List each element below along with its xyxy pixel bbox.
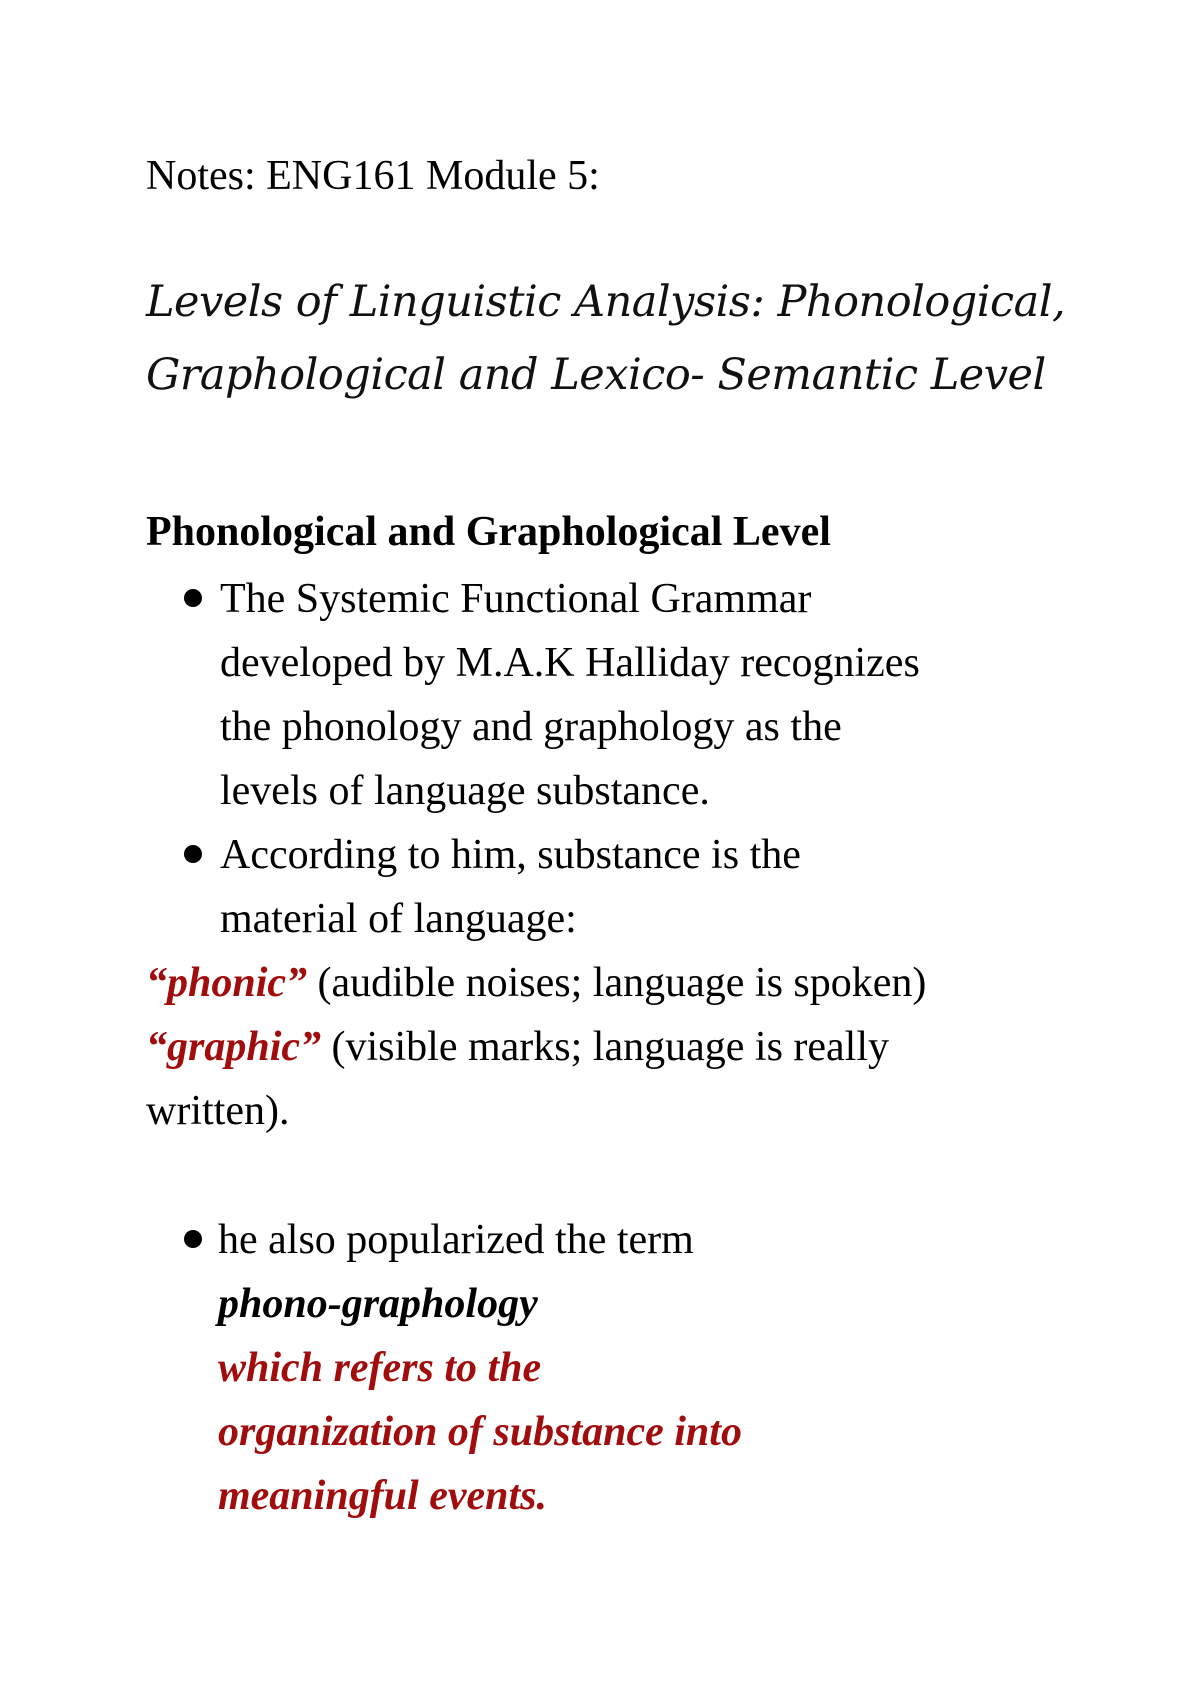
definition-graphic [146,1015,889,1079]
bullet-1-line-2: developed by M.A.K Halliday recognizes [220,640,920,686]
definition-phonic [146,951,926,1015]
definition-emphasis-2: organization of substance into [218,1409,742,1455]
bullet-2-line-2: material of language: [220,896,577,942]
bullet-dot-icon [184,589,202,607]
bullet-1-line-3: the phonology and graphology as the [220,704,842,750]
term-phono-graphology: phono-graphology [218,1281,538,1327]
bullet-2-line-1: According to him, substance is the [220,832,801,878]
graphic-description: (visible marks; language is really [321,1024,890,1070]
bullet-text-1 [220,567,1084,823]
bullet-item-3 [184,1208,1084,1528]
bullet-item-1 [184,567,1084,823]
bullet-dot-icon [184,845,202,863]
bullet-dot-icon [184,1230,202,1248]
bullet-item-2 [184,823,1084,951]
bullet-1-line-1: The Systemic Functional Grammar [220,576,812,622]
module-title-line-1: Levels of Linguistic Analysis: Phonological, [146,277,1066,327]
bullet-text-2 [220,823,1084,951]
bullet-3-line-1: he also popularized the term [218,1217,694,1263]
definition-graphic-continued: written). [146,1088,290,1134]
term-graphic: “graphic” [146,1024,322,1070]
notes-header: Notes: ENG161 Module 5: [146,153,600,199]
bullet-1-line-4: levels of language substance. [220,768,710,814]
phonic-description: (audible noises; language is spoken) [307,960,927,1006]
definition-emphasis-1: which refers to the [218,1345,542,1391]
term-phonic: “phonic” [146,960,308,1006]
bullet-text-3 [218,1208,1084,1528]
bullet-3-line-2 [218,1272,1084,1400]
section-heading: Phonological and Graphological Level [146,509,831,555]
module-title [146,266,1106,412]
module-title-line-2: Graphological and Lexico- Semantic Level [146,350,1046,400]
definition-emphasis-3: meaningful events. [218,1473,548,1519]
